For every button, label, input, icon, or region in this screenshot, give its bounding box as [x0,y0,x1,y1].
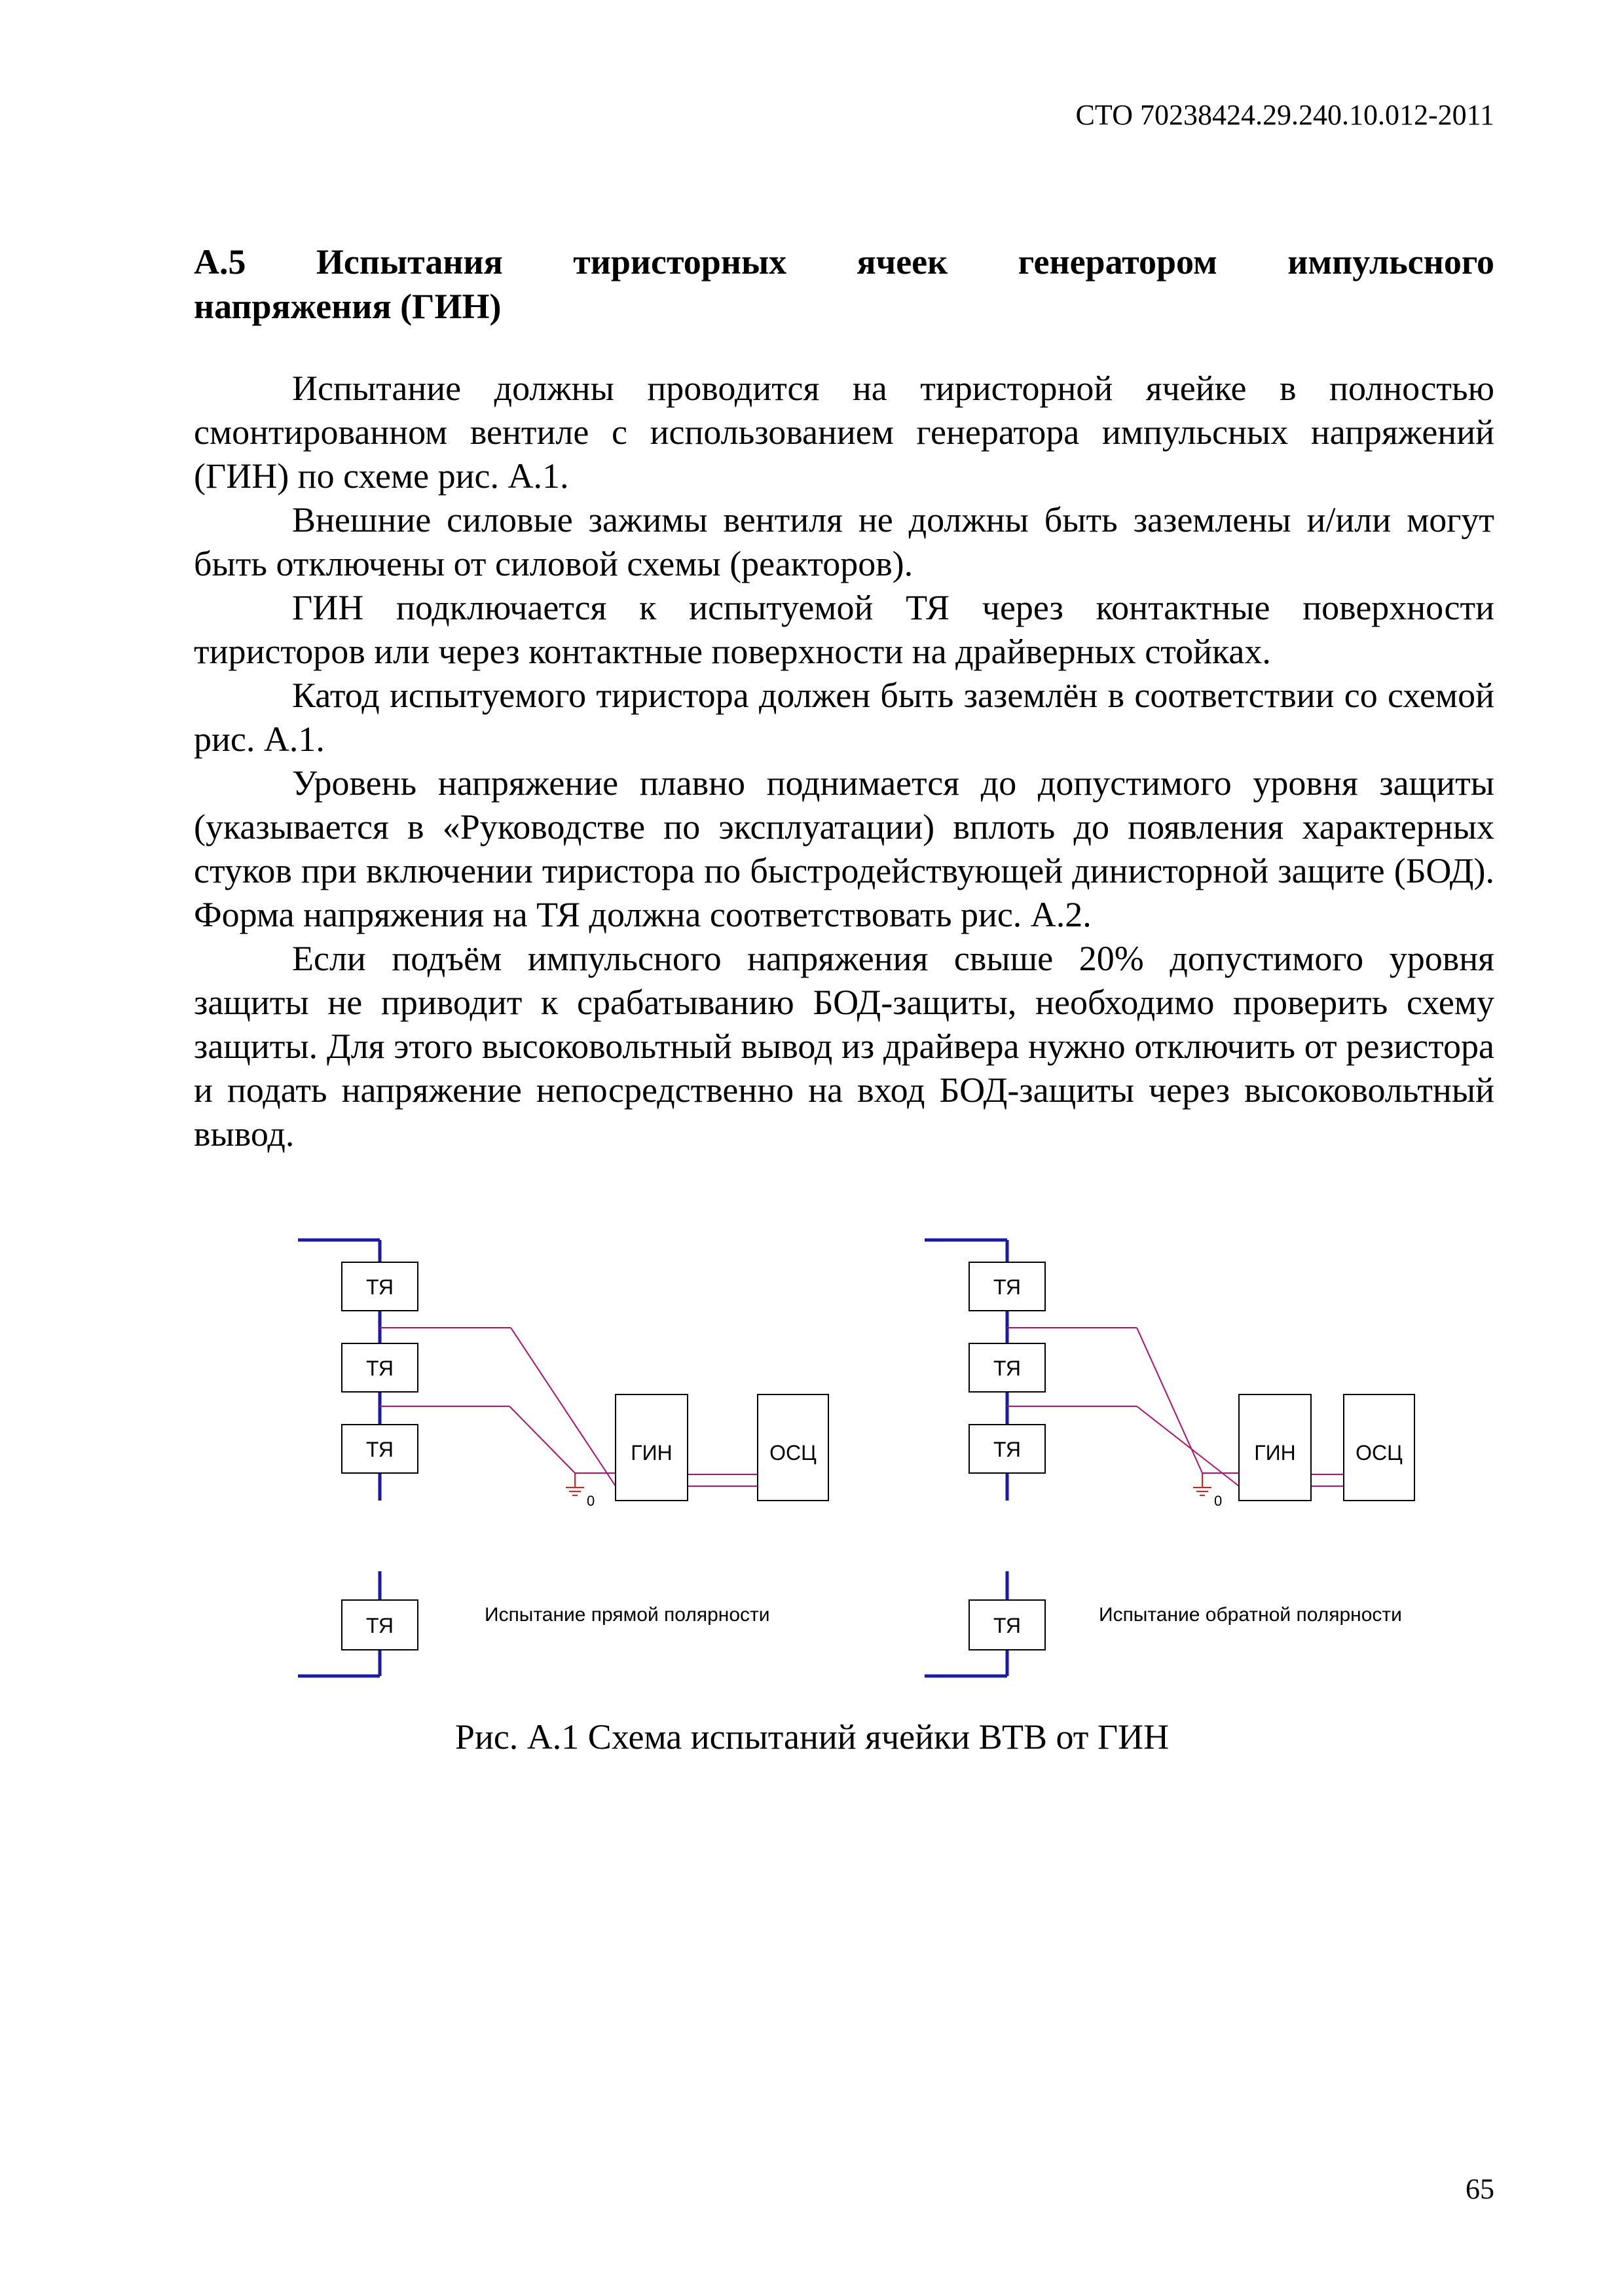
reverse-ground-label: 0 [1214,1493,1223,1509]
section-title-line-1: А.5 Испытания тиристорных ячеек генератором импульсного [194,242,1494,282]
reverse-gin-label: ГИН [1254,1441,1296,1465]
section-title-line-2: напряжения (ГИН) [194,287,502,326]
forward-polarity-scheme [298,1240,828,1676]
reverse-polarity-scheme [925,1240,1414,1676]
forward-osc-label: ОСЦ [769,1441,817,1465]
reverse-osc-label: ОСЦ [1356,1441,1403,1465]
paragraph-4: Катод испытуемого тиристора должен быть заземлён в соответствии со схемой рис. А.1. [194,676,1494,759]
paragraph-3: ГИН подключается к испытуемой ТЯ через контактные поверхности тиристоров или через контактные поверхности на драйверных стойках. [194,588,1494,671]
paragraph-2: Внешние силовые зажимы вентиля не должны быть заземлены и/или могут быть отключены от силовой схемы (реакторов). [194,500,1494,583]
forward-cell-2-label: ТЯ [366,1357,394,1380]
reverse-cell-1-label: ТЯ [993,1275,1021,1299]
forward-ground-symbol [566,1473,584,1495]
page-number: 65 [1466,2173,1494,2205]
paragraph-5: Уровень напряжение плавно поднимается до допустимого уровня защиты (указывается в «Руководстве по эксплуатации) вплоть до появления характерных стуков при включении тиристора по быстродействующей динисторной защите (БОД). Форма напряжения на ТЯ должна соответствовать рис. А.2. [194,763,1494,934]
reverse-cell-3-label: ТЯ [993,1438,1021,1461]
forward-test-wires [380,1328,758,1486]
forward-gin-label: ГИН [631,1441,673,1465]
reverse-ground-symbol [1193,1473,1211,1495]
body-text [194,367,1494,1156]
forward-polarity-caption: Испытание прямой полярности [485,1604,770,1626]
reverse-polarity-caption: Испытание обратной полярности [1099,1604,1402,1626]
paragraph-1: Испытание должны проводится на тиристорной ячейке в полностью смонтированном вентиле с использованием генератора импульсных напряжений (ГИН) по схеме рис. А.1. [194,369,1494,496]
test-circuit-diagram [288,1231,1480,1702]
forward-cell-3-label: ТЯ [366,1438,394,1461]
reverse-cell-2-label: ТЯ [993,1357,1021,1380]
forward-ground-label: 0 [587,1493,595,1509]
reverse-cell-4-label: ТЯ [993,1614,1021,1637]
section-title [194,240,1494,329]
paragraph-6: Если подъём импульсного напряжения свыше 20% допустимого уровня защиты не приводит к срабатыванию БОД-защиты, необходимо проверить схему защиты. Для этого высоковольтный вывод из драйвера нужно отключить от резистора и подать напряжение непосредственно на вход БОД-защиты через высоковольтный вывод. [194,939,1494,1154]
figure-caption: Рис. А.1 Схема испытаний ячейки ВТВ от ГИН [454,1717,1170,1757]
forward-cell-1-label: ТЯ [366,1275,394,1299]
forward-cell-4-label: ТЯ [366,1614,394,1637]
document-code: СТО 70238424.29.240.10.012-2011 [1075,99,1494,131]
